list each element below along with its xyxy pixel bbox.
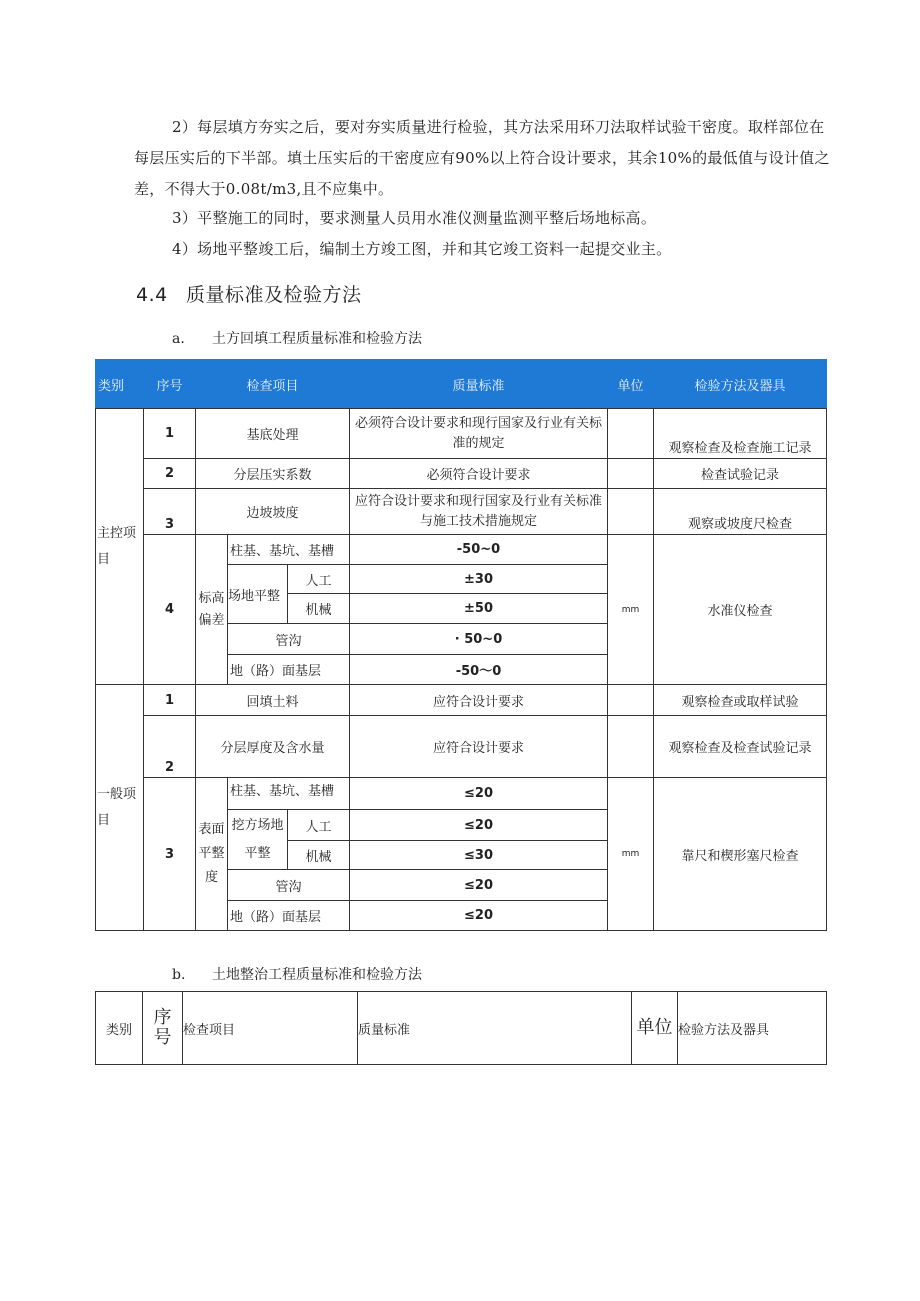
table-b-caption xyxy=(172,964,422,984)
quality-standard: ±30 xyxy=(350,565,608,594)
sub-item: 机械 xyxy=(288,841,350,870)
row-number: 1 xyxy=(144,409,196,459)
header-unit: 单位 xyxy=(608,360,654,409)
paragraph-compaction-check: 2）每层填方夯实之后，要对夯实质量进行检验，其方法采用环刀法取样试验干密度。取样部位在每层压实后的下半部。填土压实后的干密度应有90%以上符合设计要求，其余10%的最低值与设计值之差，不得大于0.08t/m3,且不应集中。 xyxy=(134,118,830,198)
header-category: 类别 xyxy=(96,360,144,409)
check-item: 柱基、基坑、基槽 xyxy=(228,535,350,565)
header-number: 序号 xyxy=(143,992,183,1065)
table-a-caption-text: 土方回填工程质量标准和检验方法 xyxy=(212,331,422,347)
table-header-row xyxy=(96,360,827,409)
quality-standard: 应符合设计要求和现行国家及行业有关标准与施工技术措施规定 xyxy=(350,489,608,535)
land-consolidation-table xyxy=(95,991,827,1065)
check-item: 地（路）面基层 xyxy=(228,655,350,685)
quality-standard: ≤20 xyxy=(350,778,608,810)
unit-cell xyxy=(608,409,654,459)
header-unit: 单位 xyxy=(632,992,678,1065)
check-item: 分层压实系数 xyxy=(196,459,350,489)
check-item: 柱基、基坑、基槽 xyxy=(228,778,350,810)
unit-mm: mm xyxy=(608,535,654,685)
quality-standard: ≤20 xyxy=(350,810,608,841)
table-row xyxy=(96,459,827,489)
sub-item: 人工 xyxy=(288,810,350,841)
row-number: 3 xyxy=(144,778,196,931)
table-row xyxy=(96,685,827,716)
table-header-row xyxy=(96,992,827,1065)
check-item: 管沟 xyxy=(228,870,350,901)
section-heading xyxy=(136,280,362,307)
quality-standard: -50~0 xyxy=(350,535,608,565)
paragraph-level-survey: 3）平整施工的同时，要求测量人员用水准仪测量监测平整后场地标高。 xyxy=(172,209,657,227)
quality-standard: 必须符合设计要求 xyxy=(350,459,608,489)
table-a-caption-label: a. xyxy=(172,331,185,347)
unit-mm: mm xyxy=(608,778,654,931)
header-check-item: 检查项目 xyxy=(196,360,350,409)
quality-standard: ±50 xyxy=(350,594,608,624)
header-quality-standard: 质量标准 xyxy=(358,992,632,1065)
check-method: 观察或坡度尺检查 xyxy=(654,489,827,535)
main-control-group: 主控项目 xyxy=(96,409,144,685)
row-number: 4 xyxy=(144,535,196,685)
unit-cell xyxy=(608,489,654,535)
header-number: 序号 xyxy=(144,360,196,409)
unit-cell xyxy=(608,685,654,716)
table-b-caption-label: b. xyxy=(172,967,186,983)
check-method: 检查试验记录 xyxy=(654,459,827,489)
quality-standard: ≤30 xyxy=(350,841,608,870)
surface-flatness-group: 表面平整度 xyxy=(196,778,228,931)
table-a-caption xyxy=(172,328,422,348)
check-method: 观察检查及检查试验记录 xyxy=(654,716,827,778)
check-item: 管沟 xyxy=(228,624,350,655)
check-method: 观察检查或取样试验 xyxy=(654,685,827,716)
site-leveling-item: 场地平整 xyxy=(228,565,288,624)
header-category: 类别 xyxy=(96,992,143,1065)
table-b-caption-text: 土地整治工程质量标准和检验方法 xyxy=(212,967,422,983)
header-method: 检验方法及器具 xyxy=(654,360,827,409)
check-item: 地（路）面基层 xyxy=(228,901,350,931)
header-check-item: 检查项目 xyxy=(183,992,358,1065)
header-method: 检验方法及器具 xyxy=(678,992,827,1065)
elevation-deviation-group: 标高偏差 xyxy=(196,535,228,685)
unit-cell xyxy=(608,716,654,778)
check-method: 观察检查及检查施工记录 xyxy=(654,409,827,459)
section-title: 质量标准及检验方法 xyxy=(186,284,362,306)
table-row xyxy=(96,535,827,565)
quality-standard: ≤20 xyxy=(350,870,608,901)
row-number: 3 xyxy=(144,489,196,535)
check-item: 基底处理 xyxy=(196,409,350,459)
table-row xyxy=(96,716,827,778)
earthwork-backfill-table xyxy=(95,359,827,931)
row-number: 2 xyxy=(144,716,196,778)
header-quality-standard: 质量标准 xyxy=(350,360,608,409)
sub-item: 人工 xyxy=(288,565,350,594)
row-number: 2 xyxy=(144,459,196,489)
table-row xyxy=(96,778,827,810)
general-group: 一般项目 xyxy=(96,685,144,931)
row-number: 1 xyxy=(144,685,196,716)
table-row xyxy=(96,409,827,459)
section-number: 4.4 xyxy=(136,284,168,306)
check-item: 回填土料 xyxy=(196,685,350,716)
quality-standard: 应符合设计要求 xyxy=(350,716,608,778)
quality-standard: 应符合设计要求 xyxy=(350,685,608,716)
quality-standard: ≤20 xyxy=(350,901,608,931)
check-item: 边坡坡度 xyxy=(196,489,350,535)
check-method: 靠尺和楔形塞尺检查 xyxy=(654,778,827,931)
sub-item: 机械 xyxy=(288,594,350,624)
quality-standard: 必须符合设计要求和现行国家及行业有关标准的规定 xyxy=(350,409,608,459)
check-item: 分层厚度及含水量 xyxy=(196,716,350,778)
unit-cell xyxy=(608,459,654,489)
excavation-site-item: 挖方场地平整 xyxy=(228,810,288,870)
paragraph-completion-drawing: 4）场地平整竣工后，编制土方竣工图，并和其它竣工资料一起提交业主。 xyxy=(172,240,672,258)
table-row xyxy=(96,489,827,535)
quality-standard: · 50~0 xyxy=(350,624,608,655)
quality-standard: -50〜0 xyxy=(350,655,608,685)
check-method: 水准仪检查 xyxy=(654,535,827,685)
